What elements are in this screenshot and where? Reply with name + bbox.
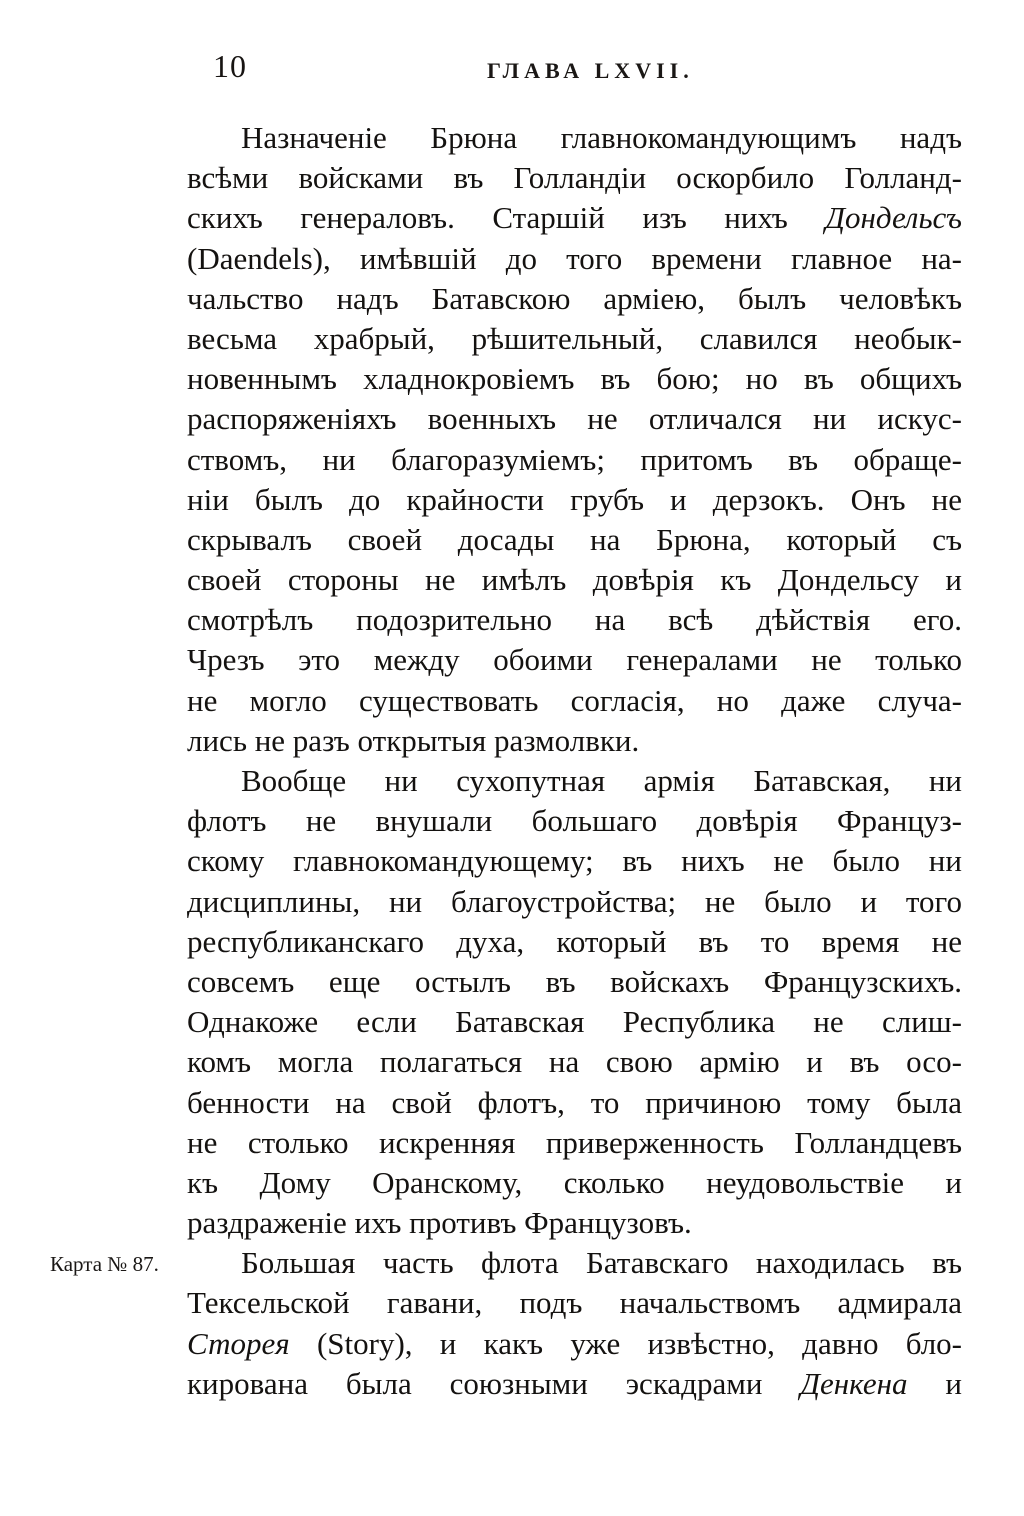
text-line — [187, 399, 962, 439]
text-line — [187, 1203, 962, 1243]
text-segment: Тексельской гавани, подъ начальствомъ адмирала — [187, 1285, 962, 1321]
text-line — [187, 1283, 962, 1323]
text-segment: флотъ не внушали большаго довѣрія Француз- — [187, 803, 962, 839]
text-line — [187, 640, 962, 680]
text-line — [187, 319, 962, 359]
text-line — [187, 801, 962, 841]
text-segment: кирована была союзными эскадрами — [187, 1365, 801, 1401]
text-segment: раздраженіе ихъ противъ Французовъ. — [187, 1205, 692, 1241]
text-segment: смотрѣлъ подозрительно на всѣ дѣйствія его. — [187, 602, 962, 638]
text-line — [187, 440, 962, 480]
text-segment: весьма храбрый, рѣшительный, славился необык- — [187, 320, 962, 356]
text-line — [187, 239, 962, 279]
text-segment: республиканскаго духа, который въ то время не — [187, 923, 962, 959]
text-segment: Большая часть флота Батавскаго находилась въ — [241, 1245, 962, 1281]
page-number: 10 — [213, 48, 247, 84]
text-block — [187, 118, 962, 1404]
proper-name-italic: Денкена — [800, 1365, 908, 1401]
text-line — [187, 1163, 962, 1203]
text-line — [187, 1123, 962, 1163]
text-segment: дисциплины, ни благоустройства; не было и того — [187, 883, 962, 919]
text-segment: (Story), и какъ уже извѣстно, давно бло- — [289, 1325, 962, 1361]
text-line — [187, 520, 962, 560]
text-segment: не могло существовать согласія, но даже случа- — [187, 682, 962, 718]
text-line — [187, 1243, 962, 1283]
text-line — [187, 158, 962, 198]
text-segment: ніи былъ до крайности грубъ и дерзокъ. Онъ не — [187, 481, 962, 517]
proper-name-italic: Сторея — [187, 1325, 290, 1361]
text-line — [187, 721, 962, 761]
text-line — [187, 1042, 962, 1082]
text-segment: Чрезъ это между обоими генералами не только — [187, 642, 962, 678]
text-line — [187, 882, 962, 922]
text-line — [187, 962, 962, 1002]
text-segment: своей стороны не имѣлъ довѣрія къ Дондельсу и — [187, 562, 962, 598]
text-line — [187, 761, 962, 801]
text-segment: скрывалъ своей досады на Брюна, который съ — [187, 521, 962, 557]
text-segment: комъ могла полагаться на свою армію и въ осо- — [187, 1044, 962, 1080]
text-segment: Вообще ни сухопутная армія Батавская, ни — [241, 763, 962, 798]
text-line — [187, 1002, 962, 1042]
text-segment: ствомъ, ни благоразуміемъ; притомъ въ обраще- — [187, 441, 962, 477]
text-segment: (Daendels), имѣвшій до того времени главное на- — [187, 240, 962, 276]
text-line — [187, 118, 962, 158]
text-line — [187, 198, 962, 238]
text-segment: бенности на свой флотъ, то причиною тому была — [187, 1084, 962, 1120]
text-segment: скому главнокомандующему; въ нихъ не было ни — [187, 843, 962, 879]
chapter-running-head: ГЛАВА LXVII. — [487, 58, 694, 83]
text-segment: не столько искренняя приверженность Голландцевъ — [187, 1124, 962, 1160]
text-segment: лись не разъ открытыя размолвки. — [187, 722, 640, 758]
text-segment: Назначеніе Брюна главнокомандующимъ надъ — [241, 120, 962, 155]
text-segment: чальство надъ Батавскою арміею, былъ человѣкъ — [187, 280, 962, 316]
text-line — [187, 1083, 962, 1123]
text-line — [187, 560, 962, 600]
text-segment: къ Дому Оранскому, сколько неудовольствіе и — [187, 1164, 962, 1200]
text-line — [187, 480, 962, 520]
text-line — [187, 359, 962, 399]
margin-note-map-reference: Карта № 87. — [50, 1252, 159, 1276]
text-segment: распоряженіяхъ военныхъ не отличался ни искус- — [187, 401, 962, 437]
text-line — [187, 1364, 962, 1404]
text-segment: и — [907, 1365, 963, 1401]
text-line — [187, 922, 962, 962]
text-segment: Однакоже если Батавская Республика не слиш- — [187, 1004, 962, 1040]
text-line — [187, 279, 962, 319]
text-segment: новеннымъ хладнокровіемъ въ бою; но въ общихъ — [187, 361, 962, 397]
proper-name-italic: Дондельсъ — [825, 200, 962, 236]
text-segment: скихъ генераловъ. Старшій изъ нихъ — [187, 200, 826, 236]
text-line — [187, 841, 962, 881]
text-segment: совсемъ еще остылъ въ войскахъ Французскихъ. — [187, 963, 962, 999]
text-line — [187, 1324, 962, 1364]
text-line — [187, 600, 962, 640]
text-line — [187, 681, 962, 721]
text-segment: всѣми войсками въ Голландіи оскорбило Голланд- — [187, 160, 962, 196]
